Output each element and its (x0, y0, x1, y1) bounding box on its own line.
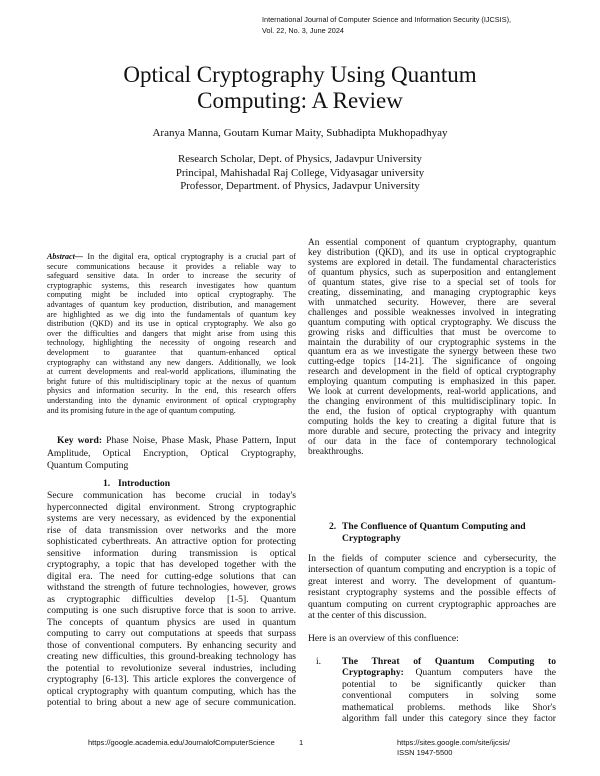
abstract-line: cryptography can withstand any new dangers. Additionally, we look (47, 357, 296, 367)
text-line: those of conventional computers. By enhancing security and (47, 639, 296, 651)
abstract-line: safeguard sensitive data. In order to increase the security of (47, 271, 296, 281)
text-line: research and development in the field of optical cryptography (308, 367, 556, 378)
text-line: cryptography, a topic that has developed together with the (47, 559, 296, 570)
list-item-text: Quantum computers have the (403, 667, 556, 679)
text-line: the end, the fusion of optical cryptography with quantum (308, 407, 556, 418)
abstract-line: physics and information security. In the end, this research offers (47, 386, 296, 396)
text-line: cutting-edge topics [14-21]. The significance of ongoing (308, 357, 556, 368)
keywords-label: Key word: (57, 435, 103, 446)
text-line: computing is one such disruptive force that is soon to arrive. (47, 605, 296, 616)
text-line: computing holds the key to creating a digital future that is (308, 417, 556, 428)
footer-right (397, 738, 510, 758)
text-line: quantum era as we investigate the synergy between these two (308, 347, 556, 358)
journal-name: International Journal of Computer Science and Information Security (IJCSIS), (262, 15, 512, 24)
text-line: quantum computing on current cryptographic approaches are (308, 598, 556, 610)
text-line: as cryptographic difficulties develop [1-5]. Quantum (47, 593, 296, 605)
text-line: maintain the durability of our cryptographic systems in the (308, 337, 556, 348)
abstract-line: distribution (QKD) and its use in optical cryptography. We also go (47, 319, 296, 329)
footer-url-right: https://sites.google.com/site/ijcsis/ (397, 738, 510, 747)
section-heading-line: Cryptography (342, 533, 401, 544)
text-line: breakthroughs. (308, 447, 364, 458)
text-line: with unmatched security. However, there are several (308, 297, 556, 308)
keywords (47, 435, 296, 473)
text-line: sophisticated cyberthreats. An attractive option for protecting (47, 536, 296, 547)
text-line: more durable and secure, protecting the privacy and integrity (308, 427, 556, 438)
text-line: at the center of this discussion. (308, 610, 427, 622)
text-line: systems are very necessary, as evidenced by the exponential (47, 513, 296, 524)
section-heading (342, 521, 556, 545)
text-line: algorithm fall under this category since they factor (342, 713, 556, 725)
text-line: potential to bring about a new age of secure communication. (47, 697, 296, 708)
text-line: intersection of quantum computing and encryption is a topic of (308, 564, 556, 576)
text-line: great interest and worry. The development of quantum- (308, 575, 556, 587)
text-line: hyperconnected digital environment. Strong cryptographic (47, 501, 296, 513)
text-line: An essential component of quantum cryptography, quantum (308, 238, 556, 248)
abstract-line: cryptographic systems, this research investigates how quantum (47, 280, 296, 290)
footer-url-left: https://google.academia.edu/JournalofComputerScience (88, 738, 275, 747)
issn: ISSN 1947-5500 (397, 748, 453, 757)
paper-title (0, 62, 600, 114)
list-item-second-line (342, 667, 556, 678)
affiliation-line: Professor, Department. of Physics, Jadavpur University (180, 180, 420, 192)
text-line: systems are explored in detail. The fundamental characteristics (308, 257, 556, 268)
affiliations (0, 153, 600, 194)
list-marker: i. (316, 656, 322, 667)
text-line: of quantum states, give rise to a special set of tools for (308, 277, 556, 288)
section2-paragraph (308, 553, 556, 621)
abstract-line: advantages of quantum key production, distribution, and management (47, 299, 296, 309)
text-line: key distribution (QKD), and its use in optical cryptographic (308, 247, 556, 258)
text-line: mathematical problems. methods like Shor's (342, 701, 556, 713)
abstract-line: and its promising future in the age of quantum computing. (47, 405, 236, 415)
journal-volume: Vol. 22, No. 3, June 2024 (262, 26, 344, 35)
affiliation-line: Principal, Mahishadal Raj College, Vidyasagar university (175, 166, 425, 179)
keywords-text: Phase Noise, Phase Mask, Phase Pattern, Input (102, 435, 296, 446)
overview-intro: Here is an overview of this confluence: (308, 633, 459, 644)
text-line: sensitive information during transmission is optical (47, 547, 296, 559)
keywords-first-line (47, 435, 296, 448)
abstract-line: are highlighted as we dig into the fundamentals of quantum key (47, 309, 296, 319)
text-line: optical cryptography with quantum computing, which has the (47, 685, 296, 697)
section-number: 1. (103, 478, 111, 489)
keywords-line: Quantum Computing (47, 460, 129, 471)
abstract-line: technology, highlighting the necessity of ongoing research and (47, 338, 296, 348)
text-line: withstand the strength of future technologies, however, grows (47, 582, 296, 593)
abstract-first-line (47, 252, 296, 262)
abstract-line: secure communications because it provides a reliable way to (47, 261, 296, 271)
introduction-continued-paragraph (308, 239, 556, 458)
page-number: 1 (299, 738, 304, 747)
list-item-title-end: Cryptography: (342, 667, 404, 679)
affiliation-line: Research Scholar, Dept. of Physics, Jadavpur University (178, 153, 422, 165)
section-number: 2. (329, 521, 337, 532)
text-line: the changing environment of this multidisciplinary topic. In (308, 397, 556, 408)
list-item-title: The Threat of Quantum Computing to (342, 656, 556, 667)
abstract-line: development to guarantee that quantum-enhanced optical (47, 347, 296, 357)
abstract-label: Abstract— (47, 252, 83, 261)
text-line: computing to carry out computations at speeds that surpass (47, 628, 296, 639)
list-item (342, 656, 556, 724)
authors: Aranya Manna, Goutam Kumar Maity, Subhadipta Mukhopadhyay (152, 127, 448, 139)
abstract (47, 252, 296, 415)
keywords-line: Amplitude, Optical Encryption, Optical Cryptography, (47, 447, 296, 459)
text-line: of quantum physics, such as superposition and entanglement (308, 267, 556, 278)
abstract-text: In the digital era, optical cryptography is a crucial part of (82, 252, 296, 261)
section-heading-line: The Confluence of Quantum Computing and (342, 521, 526, 532)
abstract-line: at current developments and real-world applications, illuminating the (47, 367, 296, 377)
text-line: rise of data transmission over networks and the more (47, 524, 296, 536)
journal-header (262, 14, 511, 36)
section-heading: Introduction (118, 478, 171, 489)
abstract-line: understanding into the dynamic environment of optical cryptography (47, 395, 296, 405)
text-line: creating new difficulties, this ground-breaking technology has (47, 651, 296, 662)
text-line: In the fields of computer science and cybersecurity, the (308, 553, 556, 564)
text-line: the potential to revolutionize several industries, including (47, 662, 296, 674)
text-line: digital era. The need for cutting-edge solutions that can (47, 570, 296, 582)
text-line: We look at current developments, real-world applications, and (308, 387, 556, 398)
abstract-line: bright future of this multidisciplinary topic at the nexus of quantum (47, 376, 296, 386)
text-line: resistant cryptography systems and the possible effects of (308, 587, 556, 599)
text-line: of our data in the face of contemporary technological (308, 437, 556, 448)
text-line: Secure communication has become crucial in today's (47, 490, 296, 501)
text-line: employing quantum computing is emphasized in this paper. (308, 377, 556, 388)
title-line: Computing: A Review (197, 88, 403, 113)
text-line: cryptography [6-13]. This article explores the convergence of (47, 674, 296, 685)
text-line: conventional computers in solving some (342, 690, 556, 702)
text-line: creating, disseminating, and managing cryptographic keys (308, 287, 556, 298)
title-line: Optical Cryptography Using Quantum (123, 62, 477, 87)
text-line: quantum computing with optical cryptography. We discuss the (308, 317, 556, 328)
text-line: The concepts of quantum physics are used in quantum (47, 616, 296, 628)
abstract-line: computing might be included into optical cryptography. The (47, 290, 296, 300)
text-line: challenges and possible weaknesses involved in integrating (308, 307, 556, 318)
text-line: potential to be significantly quicker than (342, 678, 556, 690)
text-line: growing risks and difficulties that must be overcome to (308, 327, 556, 338)
abstract-line: over the difficulties and dangers that might arise from using this (47, 328, 296, 338)
introduction-paragraph (47, 490, 296, 709)
